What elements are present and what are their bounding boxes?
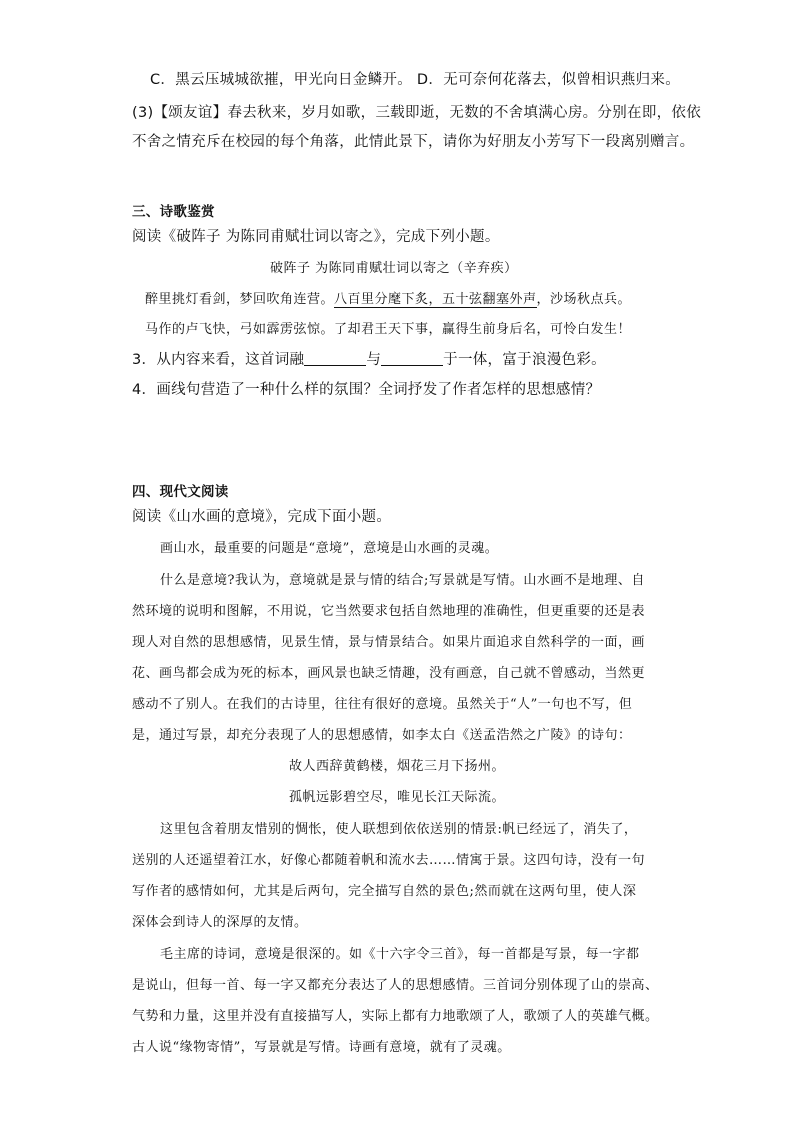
paragraph-2-line-5: 感动不了别人。在我们的古诗里，往往有很好的意境。虽然关于“人”一句也不写，但 bbox=[132, 697, 633, 712]
question-3-text-a: 3．从内容来看，这首词融 bbox=[132, 352, 305, 368]
paragraph-3-line-4: 深体会到诗人的深厚的友情。 bbox=[132, 915, 308, 930]
paragraph-1: 画山水，最重要的问题是“意境”，意境是山水画的灵魂。 bbox=[160, 541, 499, 556]
paragraph-2-line-2: 然环境的说明和图解，不用说，它当然要求包括自然地理的准确性，但更重要的还是表 bbox=[132, 604, 646, 619]
paragraph-2-line-1: 什么是意境?我认为，意境就是景与情的结合;写景就是写情。山水画不是地理、自 bbox=[160, 573, 645, 588]
paragraph-3-line-2: 送别的人还遥望着江水，好像心都随着帆和流水去……情寓于景。这四句诗，没有一句 bbox=[132, 853, 646, 868]
question-3-text-b: 与 bbox=[366, 352, 382, 368]
verse-line-1: 故人西辞黄鹤楼，烟花三月下扬州。 bbox=[288, 759, 505, 774]
question-3-text-c: 于一体，富于浪漫色彩。 bbox=[443, 352, 606, 368]
paragraph-4-line-4: 古人说“缘物寄情”，写景就是写情。诗画有意境，就有了灵魂。 bbox=[132, 1040, 511, 1055]
poem-line-1-end: ，沙场秋点兵。 bbox=[536, 292, 632, 307]
answer-blank-1[interactable] bbox=[304, 351, 366, 366]
question-3-line-1: (3)【颂友谊】春去秋来，岁月如歌，三载即逝，无数的不舍填满心房。分别在即，依依 bbox=[132, 105, 702, 121]
paragraph-3-line-3: 写作者的感情如何，尤其是后两句，完全描写自然的景色;然而就在这两句里，使人深 bbox=[132, 884, 637, 899]
verse-line-2: 孤帆远影碧空尽，唯见长江天际流。 bbox=[288, 790, 505, 805]
section-3-intro: 阅读《破阵子 为陈同甫赋壮词以寄之》，完成下列小题。 bbox=[132, 229, 500, 245]
paragraph-3-line-1: 这里包含着朋友惜别的惆怅，使人联想到依依送别的情景:帆已经远了，消失了， bbox=[160, 822, 638, 837]
question-3-fill-blank bbox=[132, 348, 606, 369]
poem-line-1 bbox=[145, 288, 631, 307]
poem-line-2: 马作的卢飞快，弓如霹雳弦惊。了却君王天下事，赢得生前身后名，可怜白发生！ bbox=[145, 322, 632, 337]
answer-options-c-d: C．黑云压城城欲摧，甲光向日金鳞开。 D．无可奈何花落去，似曾相识燕归来。 bbox=[150, 72, 680, 88]
poem-title: 破阵子 为陈同甫赋壮词以寄之（辛弃疾） bbox=[270, 261, 518, 276]
question-4: 4．画线句营造了一种什么样的氛围？全词抒发了作者怎样的思想感情？ bbox=[132, 382, 601, 398]
paragraph-4-line-2: 是说山，但每一首、每一字又都充分表达了人的思想感情。三首词分别体现了山的崇高、 bbox=[132, 978, 659, 993]
section-4-heading: 四、现代文阅读 bbox=[132, 484, 229, 500]
question-3-line-2: 不舍之情充斥在校园的每个角落，此情此景下，请你为好朋友小芳写下一段离别赠言。 bbox=[132, 134, 695, 150]
section-3-heading: 三、诗歌鉴赏 bbox=[132, 204, 215, 220]
answer-blank-2[interactable] bbox=[381, 351, 443, 366]
paragraph-2-line-4: 花、画鸟都会成为死的标本，画风景也缺乏情趣，没有画意，自己就不曾感动，当然更 bbox=[132, 666, 646, 681]
paragraph-2-line-6: 是，通过写景，却充分表现了人的思想感情，如李太白《送孟浩然之广陵》的诗句： bbox=[132, 728, 632, 743]
paragraph-2-line-3: 现人对自然的思想感情，见景生情，景与情景结合。如果片面追求自然科学的一面，画 bbox=[132, 635, 646, 650]
paragraph-4-line-3: 气势和力量，这里并没有直接描写人，实际上都有力地歌颂了人，歌颂了人的英雄气概。 bbox=[132, 1009, 659, 1024]
section-4-intro: 阅读《山水画的意境》，完成下面小题。 bbox=[132, 509, 392, 525]
poem-line-1-start: 醉里挑灯看剑，梦回吹角连营。 bbox=[145, 292, 335, 307]
poem-underlined-line: 八百里分麾下炙，五十弦翻塞外声 bbox=[334, 292, 537, 307]
paragraph-4-line-1: 毛主席的诗词，意境是很深的。如《十六字令三首》，每一首都是写景，每一字都 bbox=[160, 947, 640, 962]
